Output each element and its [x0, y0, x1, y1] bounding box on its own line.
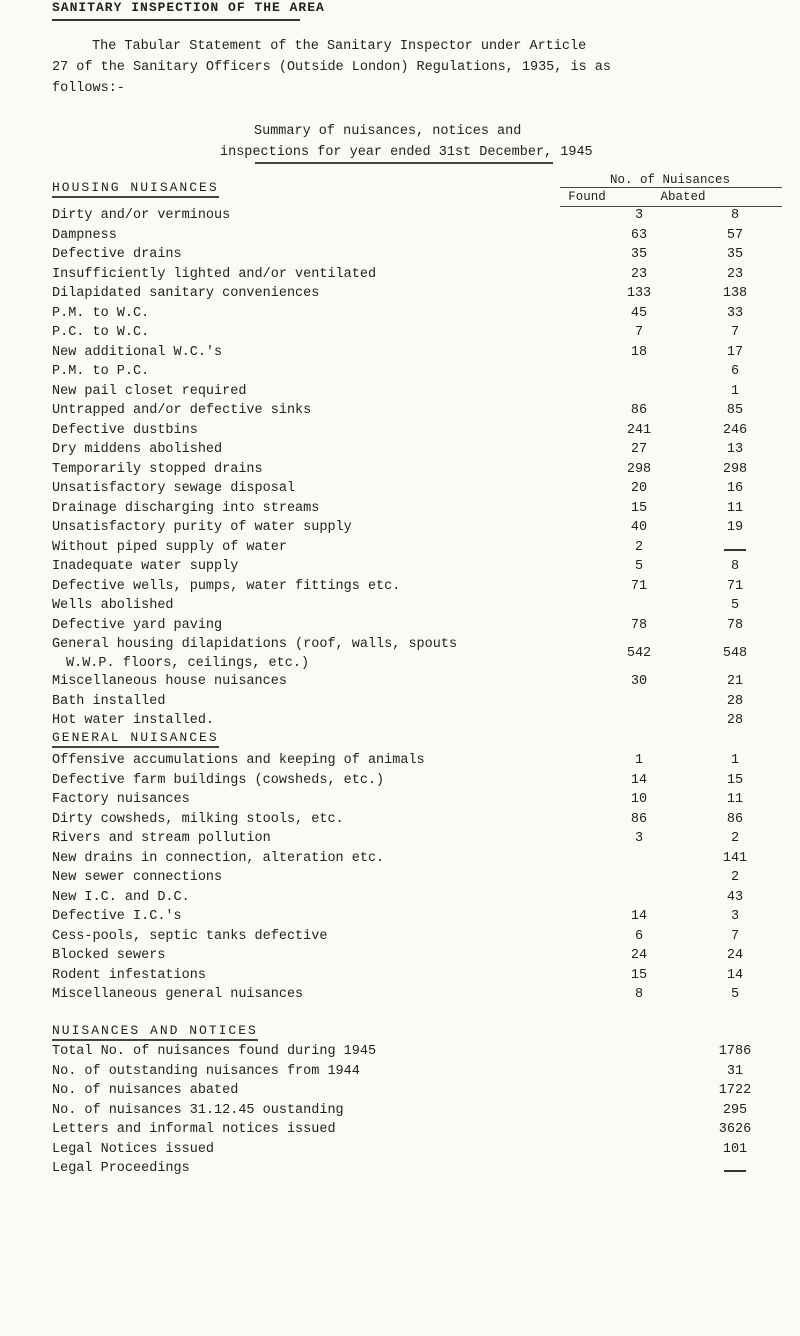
intro-line-3: follows:- — [52, 81, 125, 96]
column-group-header — [560, 173, 780, 187]
table-row: Defective drains 35 35 — [52, 247, 744, 262]
housing-section-title: HOUSING NUISANCES — [52, 180, 219, 195]
summary-underline — [255, 162, 553, 164]
table-row: Without piped supply of water 2 — [52, 540, 772, 560]
table-row: Dirty cowsheds, milking stools, etc. 86 86 — [52, 811, 744, 827]
table-row: Dry middens abolished 27 13 — [52, 442, 744, 457]
table-row: Unsatisfactory purity of water supply 40 19 — [52, 520, 744, 535]
notices-table — [52, 1044, 772, 1181]
table-row: New I.C. and D.C. 43 — [52, 889, 744, 905]
table-row: Drainage discharging into streams 15 11 — [52, 500, 744, 516]
intro-line-1: The Tabular Statement of the Sanitary Inspector under Article — [92, 39, 587, 54]
table-row: Miscellaneous general nuisances 8 5 — [52, 987, 740, 1002]
notices-section-title: NUISANCES AND NOTICES — [52, 1023, 258, 1038]
page-heading: SANITARY INSPECTION OF THE AREA — [52, 0, 325, 15]
table-row: Factory nuisances 10 11 — [52, 792, 744, 807]
table-row: P.M. to W.C. 45 33 — [52, 305, 744, 321]
table-row: Temporarily stopped drains 298 298 — [52, 461, 748, 477]
table-row: Defective dustbins 241 246 — [52, 422, 748, 438]
header-rule — [560, 187, 782, 188]
table-row: Legal Notices issued 101 — [52, 1141, 748, 1157]
summary-line-2: inspections for year ended 31st December, 1945 — [220, 145, 593, 160]
intro-line-2: 27 of the Sanitary Officers (Outside London) Regulations, 1935, is as — [52, 60, 611, 75]
table-row: Total No. of nuisances found during 1945 1786 — [52, 1044, 752, 1059]
heading-underline — [52, 19, 300, 21]
table-row: New sewer connections 2 — [52, 870, 740, 885]
table-row: Letters and informal notices issued 3626 — [52, 1122, 752, 1137]
found-header: Found — [568, 190, 606, 204]
table-row: Dirty and/or verminous 3 8 — [52, 208, 740, 223]
table-row: Unsatisfactory sewage disposal 20 16 — [52, 481, 744, 496]
table-row: Miscellaneous house nuisances 30 21 — [52, 674, 744, 689]
table-row: Defective farm buildings (cowsheds, etc.) 14 15 — [52, 772, 744, 788]
table-row: General housing dilapidations (roof, walls, spouts W.W.P. floors, ceilings, etc.) 542 548 — [52, 637, 748, 671]
header-rule-bottom — [560, 206, 782, 207]
abated-header: Abated — [660, 190, 706, 204]
nuisances-header: No. of Nuisances — [609, 173, 731, 187]
general-section-title: GENERAL NUISANCES — [52, 730, 219, 745]
table-row: Cess-pools, septic tanks defective 6 7 — [52, 928, 740, 944]
table-row: Dampness 63 57 — [52, 227, 744, 243]
table-row: Dilapidated sanitary conveniences 133 138 — [52, 286, 748, 301]
table-row: Untrapped and/or defective sinks 86 85 — [52, 403, 744, 418]
table-row: New drains in connection, alteration etc. 141 — [52, 850, 748, 866]
table-row: Blocked sewers 24 24 — [52, 948, 744, 963]
table-row: Hot water installed. 28 — [52, 713, 744, 728]
table-row: Inadequate water supply 5 8 — [52, 559, 740, 574]
intro-paragraph — [52, 36, 772, 99]
table-row: Defective yard paving 78 78 — [52, 617, 744, 633]
table-row: No. of nuisances abated 1722 — [52, 1083, 752, 1098]
table-row: Wells abolished 5 — [52, 598, 740, 613]
table-row: Legal Proceedings — [52, 1161, 772, 1181]
table-row: Defective wells, pumps, water fittings etc. 71 71 — [52, 578, 744, 594]
table-row: Rivers and stream pollution 3 2 — [52, 831, 740, 846]
table-row: No. of outstanding nuisances from 1944 31 — [52, 1063, 744, 1079]
table-row: P.M. to P.C. 6 — [52, 364, 740, 379]
summary-line-1: Summary of nuisances, notices and — [254, 124, 522, 139]
nil-dash — [724, 1170, 746, 1172]
table-row: New additional W.C.'s 18 17 — [52, 344, 744, 360]
table-row: Rodent infestations 15 14 — [52, 967, 744, 983]
nil-dash — [724, 549, 746, 551]
table-row: Insufficiently lighted and/or ventilated 23 23 — [52, 266, 744, 282]
table-row: P.C. to W.C. 7 7 — [52, 325, 740, 340]
housing-nuisances-table — [52, 208, 772, 733]
table-row: Offensive accumulations and keeping of animals 1 1 — [52, 753, 740, 768]
table-row: New pail closet required 1 — [52, 383, 740, 399]
summary-title — [220, 121, 593, 163]
table-row: Bath installed 28 — [52, 693, 744, 709]
general-nuisances-table — [52, 753, 772, 1007]
table-row: Defective I.C.'s 14 3 — [52, 909, 740, 924]
table-row: No. of nuisances 31.12.45 oustanding 295 — [52, 1102, 748, 1118]
